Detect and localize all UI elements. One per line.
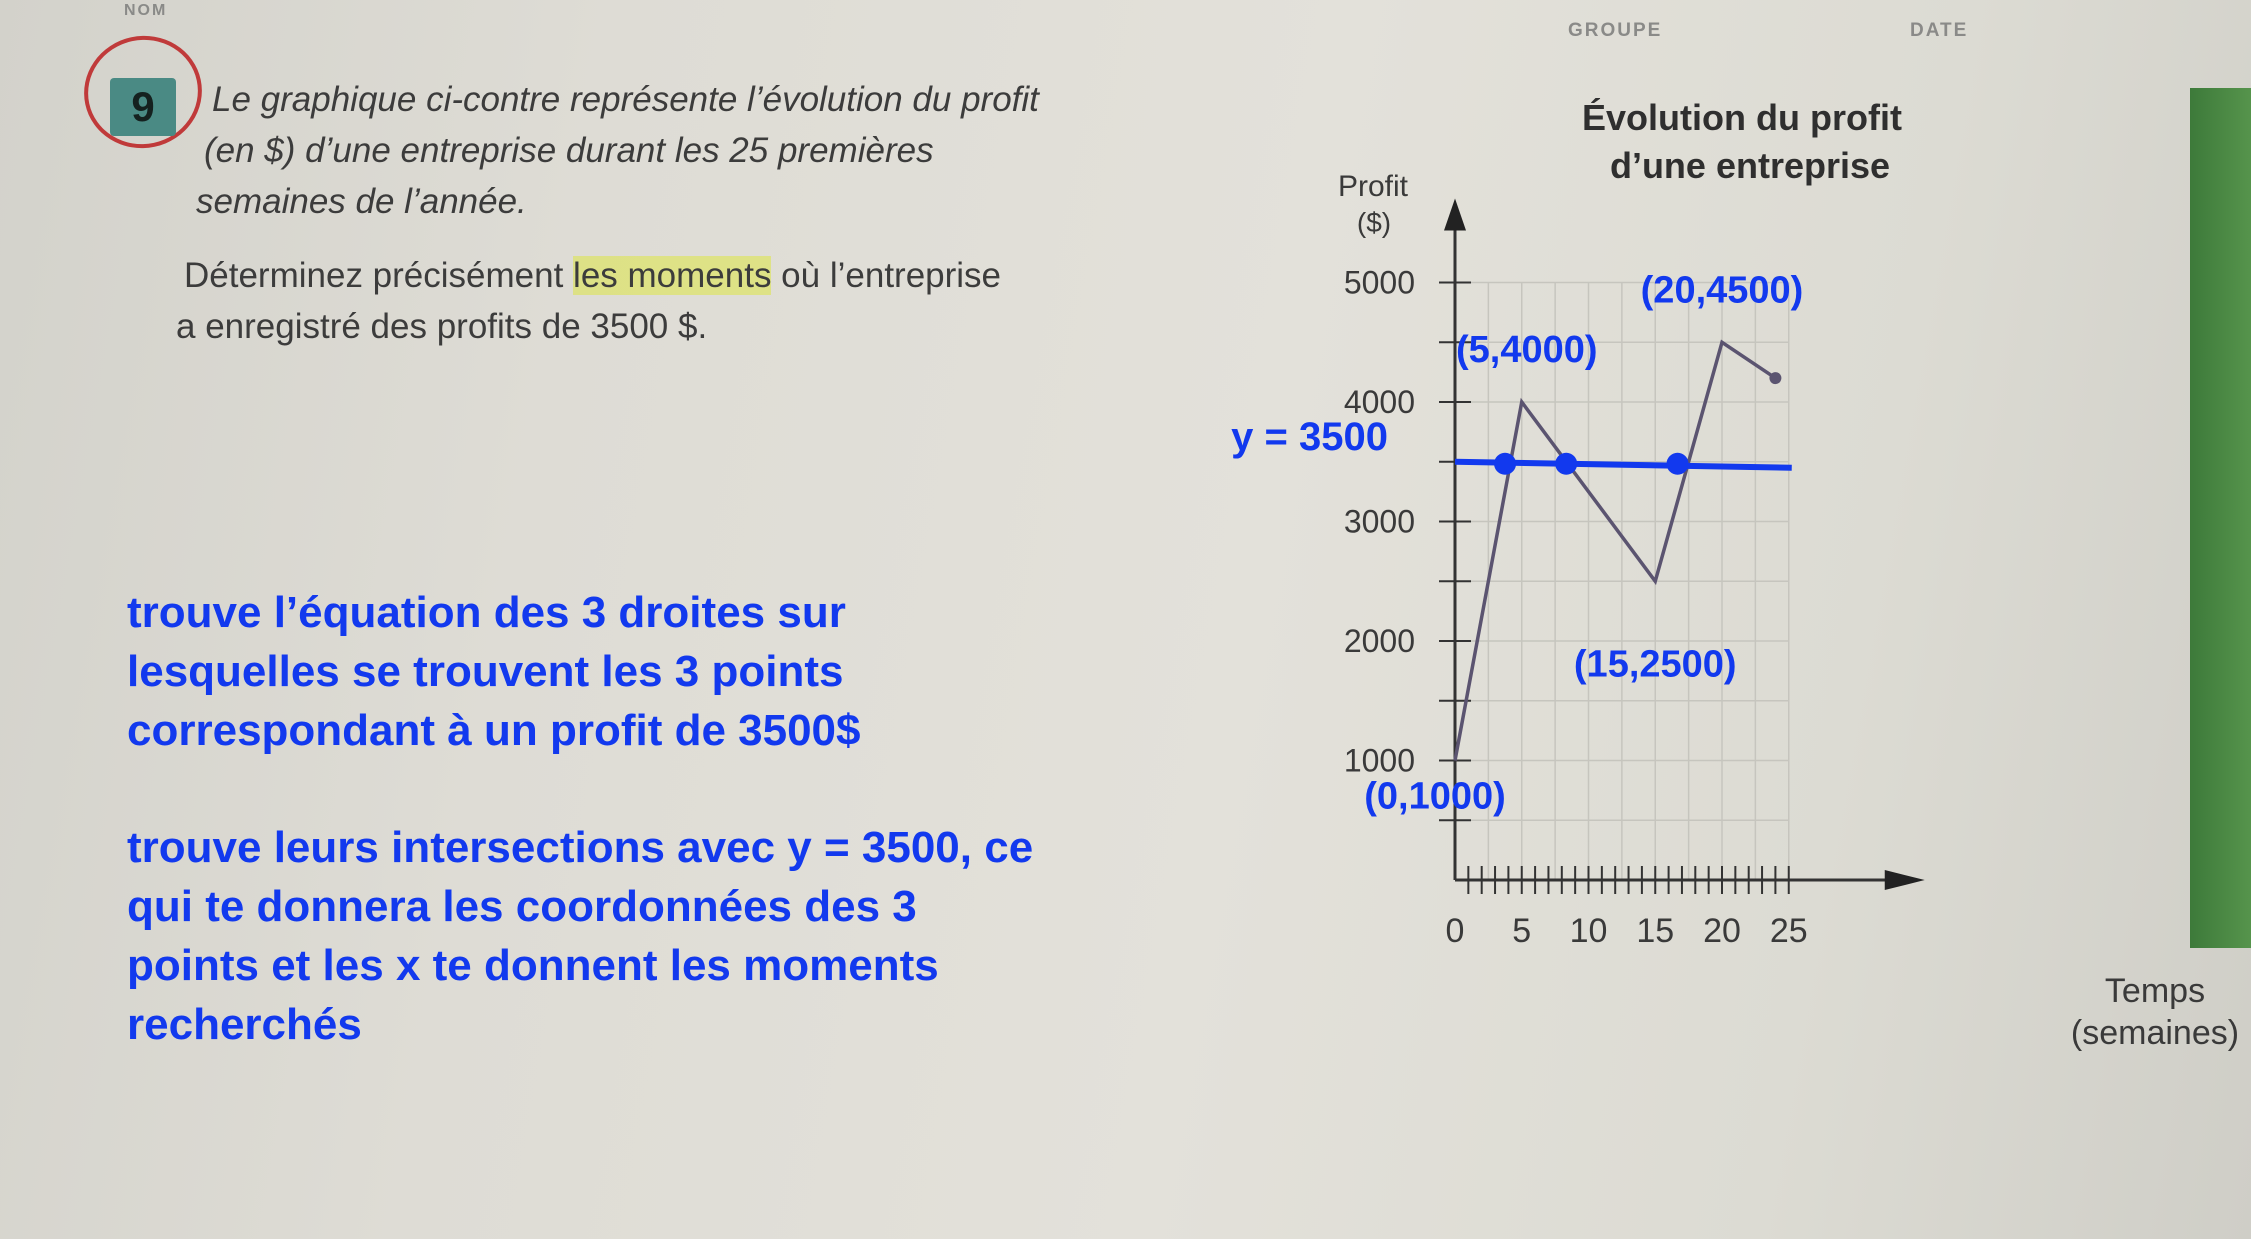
x-tick-label: 20 [1703, 912, 1741, 950]
question-number: 9 [110, 78, 176, 136]
intersection-point [1494, 453, 1516, 475]
note-line: lesquelles se trouvent les 3 points [127, 647, 844, 696]
highlighted-text: les moments [573, 256, 772, 295]
instruction-text: Déterminez précisément [184, 256, 574, 295]
y-tick-label: 5000 [1343, 264, 1415, 301]
note-line: trouve l’équation des 3 droites sur [127, 588, 846, 637]
x-tick-label: 15 [1636, 912, 1675, 950]
point-coordinate-label: (0,1000) [1364, 775, 1506, 818]
y-tick-label: 4000 [1343, 384, 1415, 420]
x-axis-arrow [1885, 870, 1925, 890]
statement-line: (en $) d’une entreprise durant les 25 premières [204, 131, 934, 170]
point-coordinate-label: (15,2500) [1573, 643, 1737, 686]
date-label: DATE [1910, 20, 1969, 41]
y-tick-label: 1000 [1343, 742, 1415, 779]
y-tick-label: 3000 [1343, 503, 1415, 540]
note-line: qui te donnera les coordonnées des 3 [127, 882, 917, 931]
note-line: correspondant à un profit de 3500$ [127, 706, 861, 755]
x-axis-label: Temps [2104, 972, 2206, 1010]
note-line: recherchés [127, 1000, 362, 1049]
y-axis-unit: ($) [1356, 207, 1392, 238]
group-label: GROUPE [1568, 20, 1663, 41]
statement-line: semaines de l’année. [196, 182, 527, 221]
intersection-point [1667, 453, 1689, 475]
reference-line-label: y = 3500 [1231, 415, 1388, 459]
instruction-text: où l’entreprise [771, 256, 1002, 295]
note-line: points et les x te donnent les moments [127, 941, 939, 990]
x-tick-label: 5 [1512, 912, 1532, 950]
note-line: trouve leurs intersections avec y = 3500, ce [127, 823, 1034, 872]
intersection-point [1555, 453, 1577, 475]
series-end-point [1769, 372, 1781, 384]
instruction-line: a enregistré des profits de 3500 $. [176, 307, 708, 346]
y-tick-label: 2000 [1343, 623, 1415, 659]
chart-title: Évolution du profit [1582, 97, 1902, 138]
chart-title: d’une entreprise [1609, 145, 1891, 186]
point-coordinate-label: (5,4000) [1455, 329, 1598, 371]
x-axis-unit: (semaines) [2070, 1014, 2240, 1052]
y-axis-label: Profit [1337, 170, 1409, 203]
name-label: NOM [124, 2, 168, 19]
point-coordinate-label: (20,4500) [1640, 269, 1804, 312]
x-tick-label: 10 [1569, 912, 1608, 950]
profit-series-line [1455, 342, 1775, 760]
statement-line: Le graphique ci-contre représente l’évolution du profit [212, 80, 1039, 119]
x-tick-label: 25 [1769, 912, 1808, 950]
x-tick-label: 0 [1445, 912, 1465, 950]
y-axis-arrow [1444, 199, 1466, 231]
